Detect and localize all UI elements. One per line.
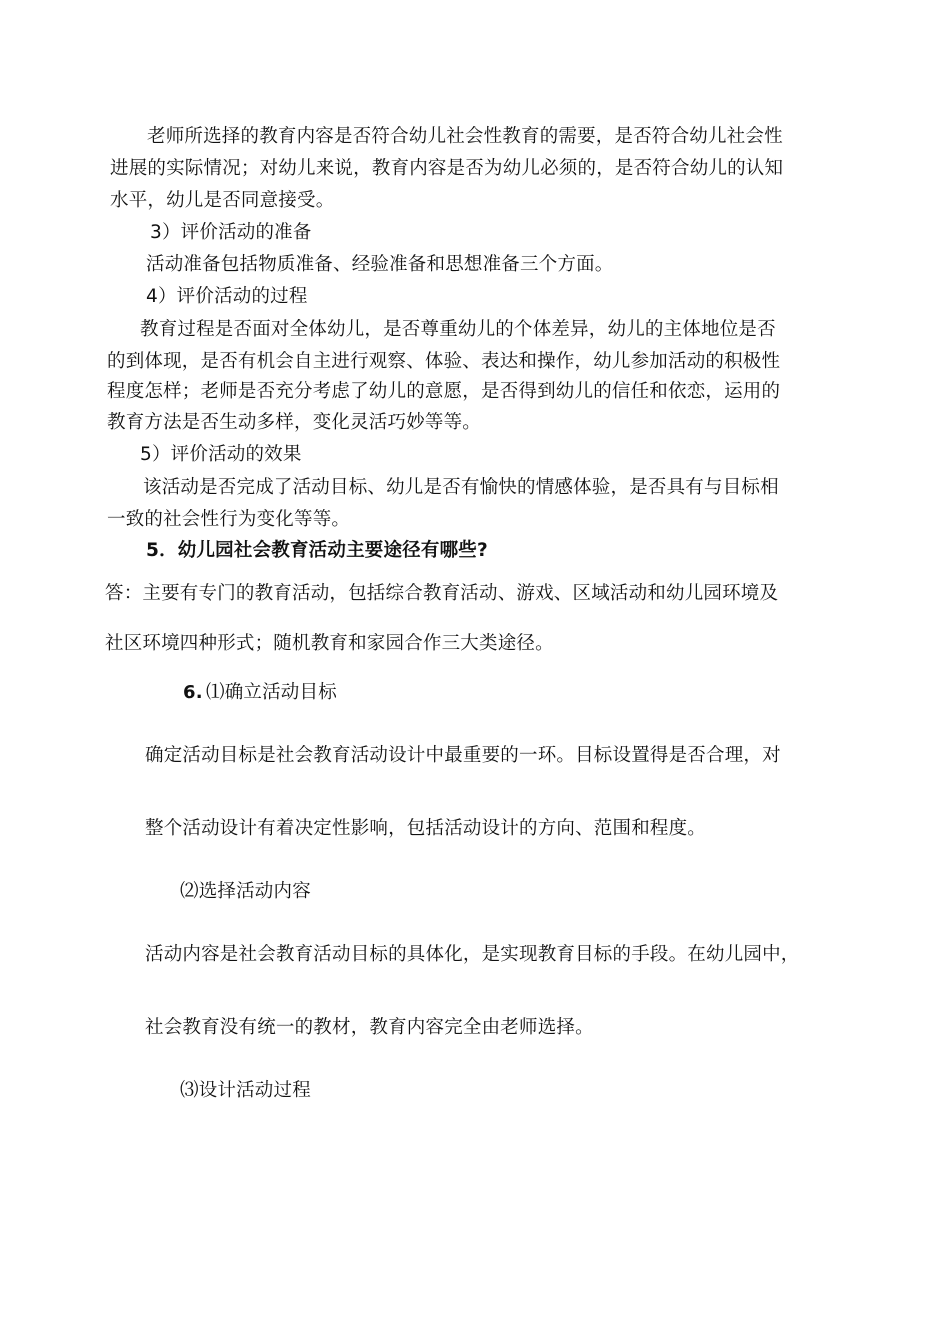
paragraph-line: 老师所选择的教育内容是否符合幼儿社会性教育的需要，是否符合幼儿社会性 <box>147 126 783 147</box>
paragraph-line: 整个活动设计有着决定性影响，包括活动设计的方向、范围和程度。 <box>145 818 707 839</box>
question-heading: 5．幼儿园社会教育活动主要途径有哪些? <box>146 540 488 561</box>
answer-line: 答：主要有专门的教育活动，包括综合教育活动、游戏、区域活动和幼儿园环境及 <box>105 583 779 604</box>
section-heading: ⑵选择活动内容 <box>180 881 311 902</box>
paragraph-line: 社会教育没有统一的教材，教育内容完全由老师选择。 <box>145 1017 594 1038</box>
section-heading: ⑶设计活动过程 <box>180 1080 311 1101</box>
answer-line: 社区环境四种形式；随机教育和家园合作三大类途径。 <box>105 633 554 654</box>
paragraph-line: 进展的实际情况；对幼儿来说，教育内容是否为幼儿必须的，是否符合幼儿的认知 <box>110 158 784 179</box>
section-heading: ⑴确立活动目标 <box>206 682 337 703</box>
paragraph-line: 教育过程是否面对全体幼儿，是否尊重幼儿的个体差异，幼儿的主体地位是否 <box>140 319 776 340</box>
section-heading: 4）评价活动的过程 <box>146 286 308 307</box>
paragraph-line: 的到体现，是否有机会自主进行观察、体验、表达和操作，幼儿参加活动的积极性 <box>107 351 781 372</box>
paragraph-line: 活动内容是社会教育活动目标的具体化，是实现教育目标的手段。在幼儿园中， <box>145 944 800 965</box>
paragraph-line: 程度怎样；老师是否充分考虑了幼儿的意愿，是否得到幼儿的信任和依恋，运用的 <box>107 381 781 402</box>
paragraph-line: 一致的社会性行为变化等等。 <box>107 509 351 530</box>
paragraph-line: 活动准备包括物质准备、经验准备和思想准备三个方面。 <box>146 254 614 275</box>
paragraph-line: 该活动是否完成了活动目标、幼儿是否有愉快的情感体验，是否具有与目标相 <box>143 477 779 498</box>
paragraph-line: 教育方法是否生动多样，变化灵活巧妙等等。 <box>107 412 482 433</box>
paragraph-line: 确定活动目标是社会教育活动设计中最重要的一环。目标设置得是否合理，对 <box>145 745 781 766</box>
section-heading: 3）评价活动的准备 <box>150 222 312 243</box>
item-number: 6. <box>183 682 203 703</box>
section-heading: 5）评价活动的效果 <box>140 444 302 465</box>
paragraph-line: 水平，幼儿是否同意接受。 <box>110 190 335 211</box>
